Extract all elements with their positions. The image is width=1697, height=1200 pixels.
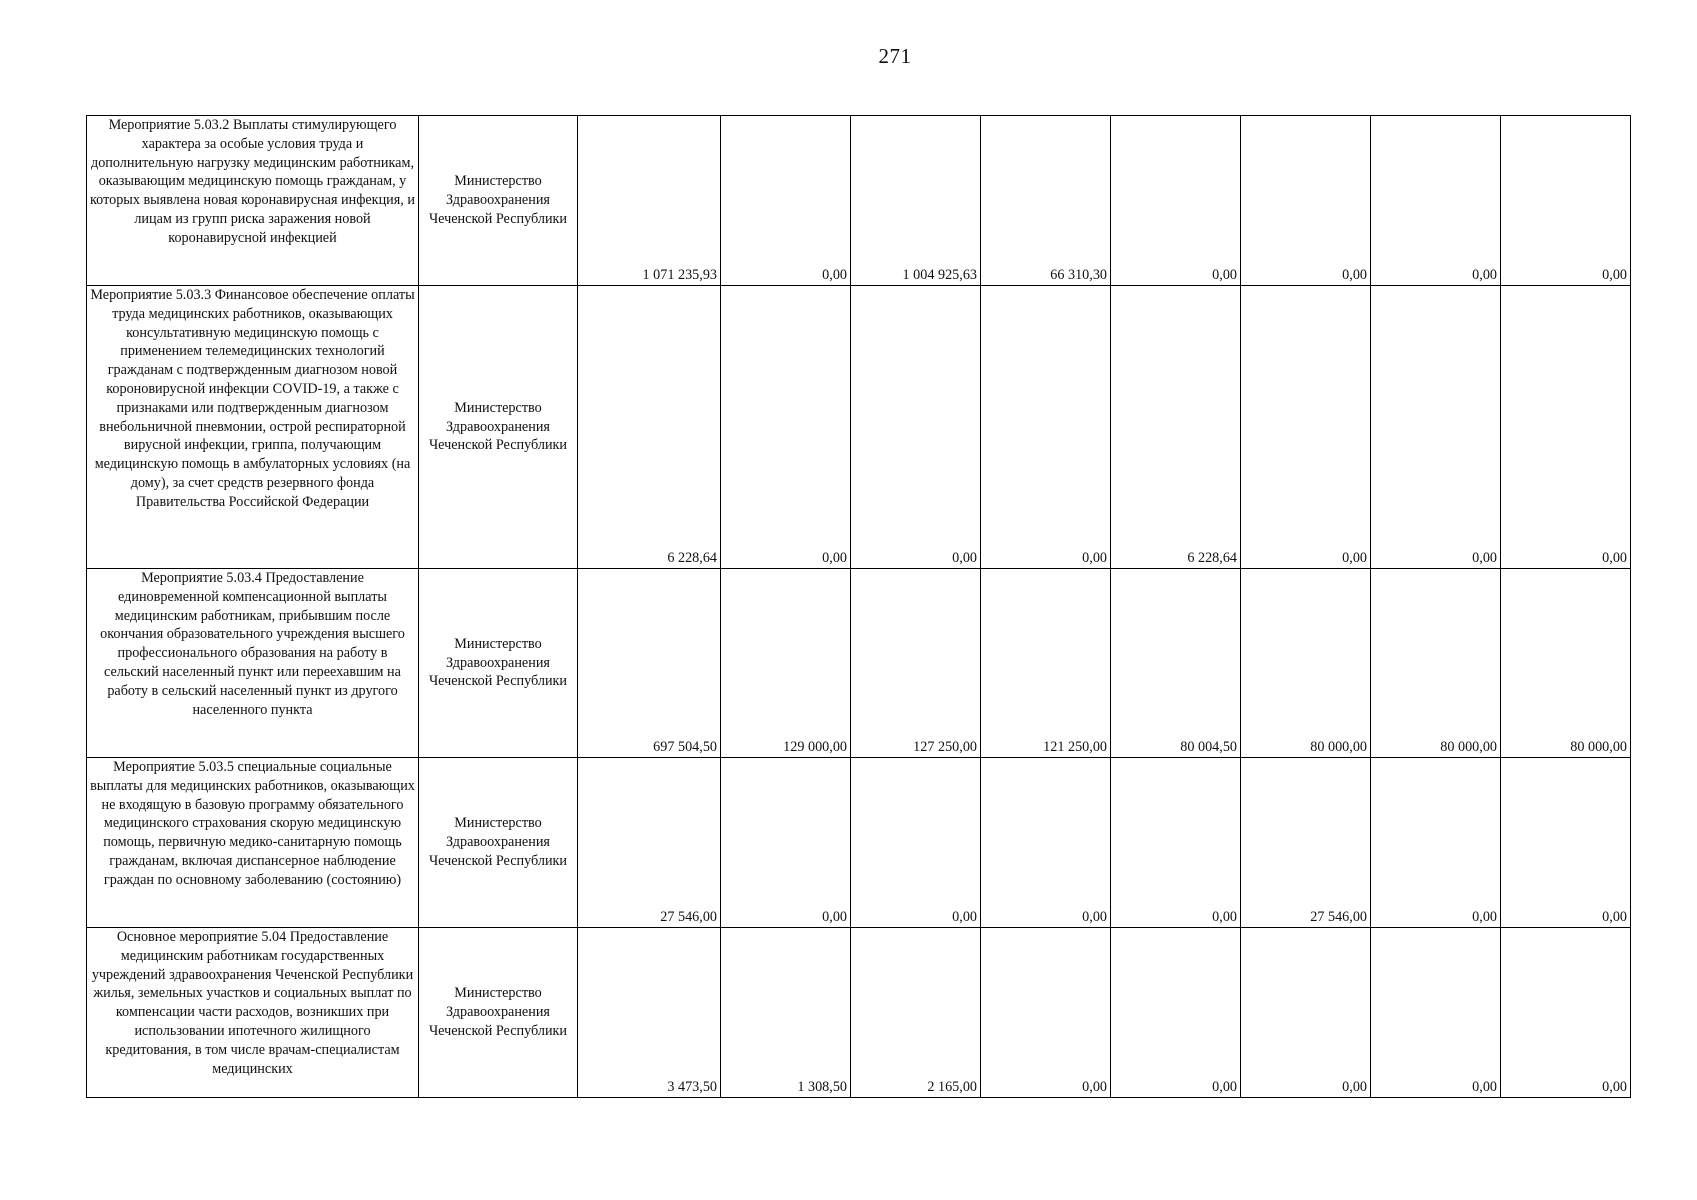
amount-cell: 0,00 [1371,286,1501,569]
amount-total: 1 071 235,93 [578,116,721,286]
table-row [87,928,1631,1098]
activity-description: Мероприятие 5.03.2 Выплаты стимулирующего характера за особые условия труда и дополнительную нагрузку медицинским работникам, оказывающим медицинскую помощь гражданам, у которых выявлена новая коронавирусная инфекция, и лицам из групп риска заражения новой коронавирусной инфекцией [87,116,419,286]
amount-cell: 121 250,00 [981,569,1111,758]
table-row [87,569,1631,758]
amount-cell: 0,00 [851,286,981,569]
amount-total: 3 473,50 [578,928,721,1098]
amount-total: 27 546,00 [578,758,721,928]
amount-cell: 0,00 [1501,116,1631,286]
amount-total: 697 504,50 [578,569,721,758]
amount-cell: 2 165,00 [851,928,981,1098]
table-row [87,286,1631,569]
amount-cell: 0,00 [1241,286,1371,569]
amount-cell: 80 000,00 [1241,569,1371,758]
table-row [87,116,1631,286]
amount-cell: 0,00 [1111,116,1241,286]
activity-description: Мероприятие 5.03.4 Предоставление единовременной компенсационной выплаты медицинским работникам, прибывшим после окончания образовательного учреждения высшего профессионального образования на работу в сельский населенный пункт или переехавшим на работу в сельский населенный пункт из другого населенного пункта [87,569,419,758]
amount-cell: 0,00 [1501,758,1631,928]
amount-cell: 129 000,00 [721,569,851,758]
amount-cell: 1 308,50 [721,928,851,1098]
amount-cell: 127 250,00 [851,569,981,758]
amount-cell: 0,00 [1371,758,1501,928]
activity-description: Основное мероприятие 5.04 Предоставление медицинским работникам государственных учреждений здравоохранения Чеченской Республики жилья, земельных участков и социальных выплат по компенсации части расходов, возникших при использовании ипотечного жилищного кредитования, в том числе врачам-специалистам медицинских [87,928,419,1098]
budget-table [86,115,1631,1098]
executor-cell: Министерство Здравоохранения Чеченской Республики [419,569,578,758]
amount-cell: 0,00 [981,286,1111,569]
table-row [87,758,1631,928]
amount-cell: 0,00 [981,758,1111,928]
amount-cell: 80 000,00 [1371,569,1501,758]
amount-cell: 0,00 [1111,928,1241,1098]
executor-cell: Министерство Здравоохранения Чеченской Республики [419,286,578,569]
activity-description: Мероприятие 5.03.5 специальные социальные выплаты для медицинских работников, оказывающих не входящую в базовую программу обязательного медицинского страхования скорую медицинскую помощь, первичную медико-санитарную помощь гражданам, включая диспансерное наблюдение граждан по основному заболеванию (состоянию) [87,758,419,928]
amount-cell: 0,00 [1241,928,1371,1098]
amount-cell: 0,00 [721,758,851,928]
amount-cell: 0,00 [851,758,981,928]
executor-cell: Министерство Здравоохранения Чеченской Республики [419,116,578,286]
amount-cell: 66 310,30 [981,116,1111,286]
executor-cell: Министерство Здравоохранения Чеченской Республики [419,758,578,928]
amount-cell: 0,00 [1501,286,1631,569]
amount-cell: 1 004 925,63 [851,116,981,286]
amount-cell: 0,00 [1111,758,1241,928]
activity-description: Мероприятие 5.03.3 Финансовое обеспечение оплаты труда медицинских работников, оказывающих консультативную медицинскую помощь с применением телемедицинских технологий гражданам с подтвержденным диагнозом новой короновирусной инфекции COVID-19, а также с признаками или подтвержденным диагнозом внебольничной пневмонии, острой респираторной вирусной инфекции, гриппа, получающим медицинскую помощь в амбулаторных условиях (на дому), за счет средств резервного фонда Правительства Российской Федерации [87,286,419,569]
amount-total: 6 228,64 [578,286,721,569]
amount-cell: 80 004,50 [1111,569,1241,758]
page-number: 271 [878,44,912,68]
amount-cell: 0,00 [981,928,1111,1098]
amount-cell: 0,00 [1241,116,1371,286]
executor-cell: Министерство Здравоохранения Чеченской Республики [419,928,578,1098]
amount-cell: 0,00 [1371,116,1501,286]
amount-cell: 0,00 [1501,928,1631,1098]
amount-cell: 27 546,00 [1241,758,1371,928]
amount-cell: 6 228,64 [1111,286,1241,569]
amount-cell: 80 000,00 [1501,569,1631,758]
amount-cell: 0,00 [1371,928,1501,1098]
amount-cell: 0,00 [721,286,851,569]
amount-cell: 0,00 [721,116,851,286]
